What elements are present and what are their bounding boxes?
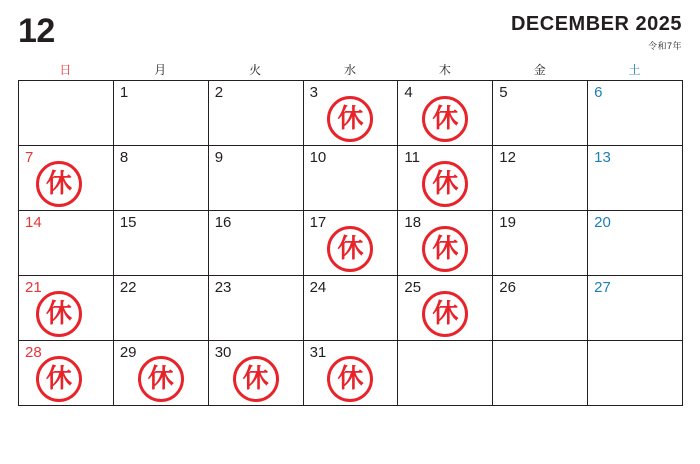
calendar-cell-day-10[interactable] <box>304 146 399 211</box>
calendar-cell-day-2[interactable] <box>209 81 304 146</box>
calendar-cell-day-6[interactable] <box>588 81 683 146</box>
day-number: 28 <box>25 344 42 361</box>
day-number: 12 <box>499 149 516 166</box>
weekday-label-4: 木 <box>438 62 451 77</box>
holiday-stamp-icon: 休 <box>36 291 82 337</box>
day-number: 8 <box>119 149 129 166</box>
weekday-label-5: 金 <box>533 62 546 77</box>
day-number: 1 <box>119 84 129 101</box>
holiday-stamp-icon: 休 <box>327 226 373 272</box>
weekday-label-0: 日 <box>59 62 72 77</box>
day-number: 10 <box>309 149 327 166</box>
calendar-cell-day-30[interactable] <box>209 341 304 406</box>
holiday-stamp-icon: 休 <box>422 96 468 142</box>
calendar-cell-empty <box>588 341 683 406</box>
calendar-cell-day-26[interactable] <box>493 276 588 341</box>
calendar-cell-day-27[interactable] <box>588 276 683 341</box>
day-number: 11 <box>404 149 420 166</box>
calendar-grid <box>18 80 683 406</box>
era-year-label: 令和7年 <box>647 41 682 51</box>
calendar-cell-day-5[interactable] <box>493 81 588 146</box>
day-number: 25 <box>404 279 422 296</box>
holiday-stamp-icon: 休 <box>36 356 82 402</box>
calendar-cell-empty <box>19 81 114 146</box>
weekday-label-2: 火 <box>249 62 262 77</box>
holiday-stamp-icon: 休 <box>36 161 82 207</box>
day-number: 23 <box>214 279 232 296</box>
calendar-cell-day-31[interactable] <box>304 341 399 406</box>
holiday-stamp-icon: 休 <box>422 161 468 207</box>
calendar-cell-day-1[interactable] <box>114 81 209 146</box>
day-number: 18 <box>404 214 422 231</box>
calendar-cell-day-8[interactable] <box>114 146 209 211</box>
calendar-cell-day-15[interactable] <box>114 211 209 276</box>
calendar-cell-empty <box>398 341 493 406</box>
day-number: 15 <box>119 214 137 231</box>
calendar-cell-day-20[interactable] <box>588 211 683 276</box>
day-number: 7 <box>25 149 34 166</box>
calendar-cell-day-4[interactable] <box>398 81 493 146</box>
day-number: 5 <box>499 84 508 101</box>
day-number: 9 <box>214 149 224 166</box>
day-number: 27 <box>594 279 611 296</box>
calendar-cell-day-7[interactable] <box>19 146 114 211</box>
holiday-stamp-icon: 休 <box>327 96 373 142</box>
weekday-header-row <box>18 58 682 80</box>
calendar-cell-day-28[interactable] <box>19 341 114 406</box>
weekday-label-1: 月 <box>154 62 167 77</box>
day-number: 24 <box>309 279 327 296</box>
month-title: DECEMBER 2025 <box>510 13 682 35</box>
holiday-stamp-icon: 休 <box>138 356 184 402</box>
day-number: 20 <box>594 214 611 231</box>
holiday-stamp-icon: 休 <box>233 356 279 402</box>
holiday-stamp-icon: 休 <box>422 226 468 272</box>
day-number: 4 <box>404 84 413 101</box>
calendar-header <box>18 0 682 58</box>
calendar-cell-day-14[interactable] <box>19 211 114 276</box>
calendar-cell-day-19[interactable] <box>493 211 588 276</box>
day-number: 13 <box>594 149 611 166</box>
calendar-cell-day-13[interactable] <box>588 146 683 211</box>
day-number: 21 <box>25 279 42 296</box>
calendar-cell-day-29[interactable] <box>114 341 209 406</box>
calendar-cell-day-17[interactable] <box>304 211 399 276</box>
day-number: 19 <box>499 214 516 231</box>
header-right-block <box>511 14 682 52</box>
day-number: 22 <box>119 279 137 296</box>
weekday-label-6: 土 <box>628 62 641 77</box>
month-number: 12 <box>18 12 55 50</box>
calendar-cell-day-16[interactable] <box>209 211 304 276</box>
day-number: 31 <box>309 344 327 361</box>
calendar-cell-day-3[interactable] <box>304 81 399 146</box>
day-number: 2 <box>214 84 224 101</box>
calendar-cell-day-23[interactable] <box>209 276 304 341</box>
calendar-cell-day-24[interactable] <box>304 276 399 341</box>
calendar-cell-day-25[interactable] <box>398 276 493 341</box>
weekday-label-3: 水 <box>343 62 356 77</box>
day-number: 6 <box>594 84 603 101</box>
calendar-cell-day-18[interactable] <box>398 211 493 276</box>
day-number: 3 <box>309 84 318 101</box>
day-number: 14 <box>25 214 42 231</box>
holiday-stamp-icon: 休 <box>327 356 373 402</box>
day-number: 30 <box>214 344 232 361</box>
day-number: 17 <box>309 214 327 231</box>
calendar-cell-day-22[interactable] <box>114 276 209 341</box>
day-number: 16 <box>214 214 232 231</box>
calendar-cell-day-11[interactable] <box>398 146 493 211</box>
calendar-cell-day-9[interactable] <box>209 146 304 211</box>
calendar-cell-day-12[interactable] <box>493 146 588 211</box>
day-number: 26 <box>499 279 516 296</box>
holiday-stamp-icon: 休 <box>422 291 468 337</box>
calendar-cell-day-21[interactable] <box>19 276 114 341</box>
calendar-cell-empty <box>493 341 588 406</box>
day-number: 29 <box>119 344 137 361</box>
